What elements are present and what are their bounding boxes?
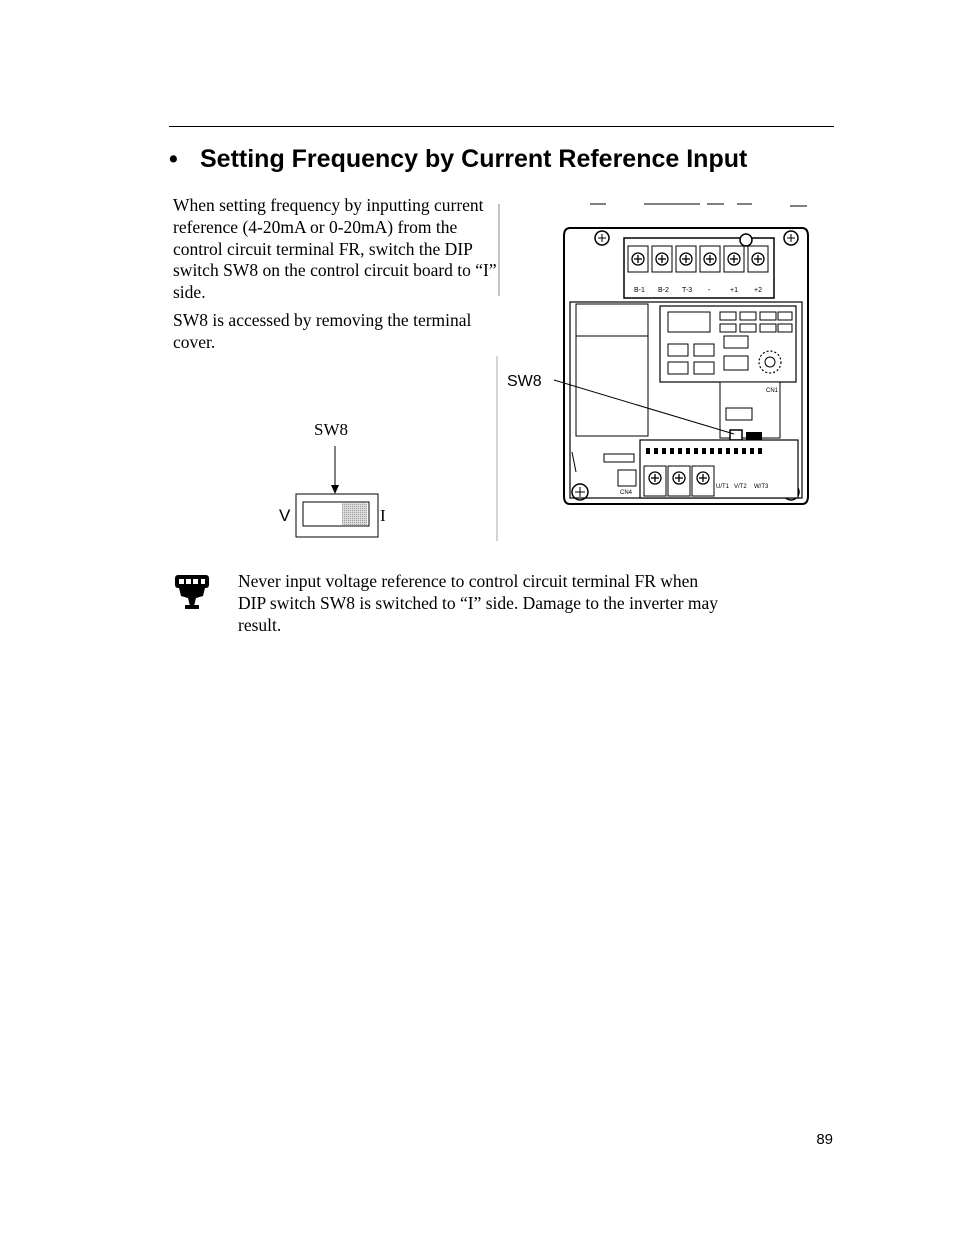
control-board-drawing (494, 196, 814, 546)
page-number: 89 (816, 1131, 833, 1148)
dip-switch-i-label: I (380, 506, 386, 525)
svg-text:B-1: B-1 (634, 287, 645, 294)
dip-switch-label: SW8 (314, 420, 348, 439)
connector-cn4-label: CN4 (620, 490, 633, 496)
board-sw8-label: SW8 (507, 373, 542, 390)
lower-terminal-v: V/T2 (734, 484, 747, 490)
svg-text:+2: +2 (754, 287, 762, 294)
dip-switch-drawing (276, 418, 388, 543)
dip-switch-figure (276, 418, 388, 543)
control-board-figure (494, 196, 814, 546)
lower-terminal-u: U/T1 (716, 484, 730, 490)
section-heading (169, 143, 747, 175)
svg-text:B-2: B-2 (658, 287, 669, 294)
heading-bullet: • (169, 145, 178, 173)
svg-text:-: - (708, 287, 711, 294)
access-paragraph: SW8 is accessed by removing the terminal cover. (173, 310, 472, 352)
connector-cn1-label: CN1 (766, 388, 779, 394)
warning-hand-icon (173, 574, 211, 610)
intro-paragraph: When setting frequency by inputting current reference (4-20mA or 0-20mA) from the control circuit terminal FR, switch the DIP switch SW8 on the control circuit board to “I” side. (173, 195, 497, 303)
lower-terminal-w: W/T3 (754, 484, 769, 490)
svg-text:T-3: T-3 (682, 287, 693, 294)
dip-switch-v-label: V (279, 506, 291, 525)
header-rule (169, 126, 834, 127)
warning-text: Never input voltage reference to control circuit terminal FR when DIP switch SW8 is switched to “I” side. Damage to the inverter may result. (238, 571, 718, 635)
svg-text:+1: +1 (730, 287, 738, 294)
heading-title: Setting Frequency by Current Reference Input (200, 145, 748, 173)
